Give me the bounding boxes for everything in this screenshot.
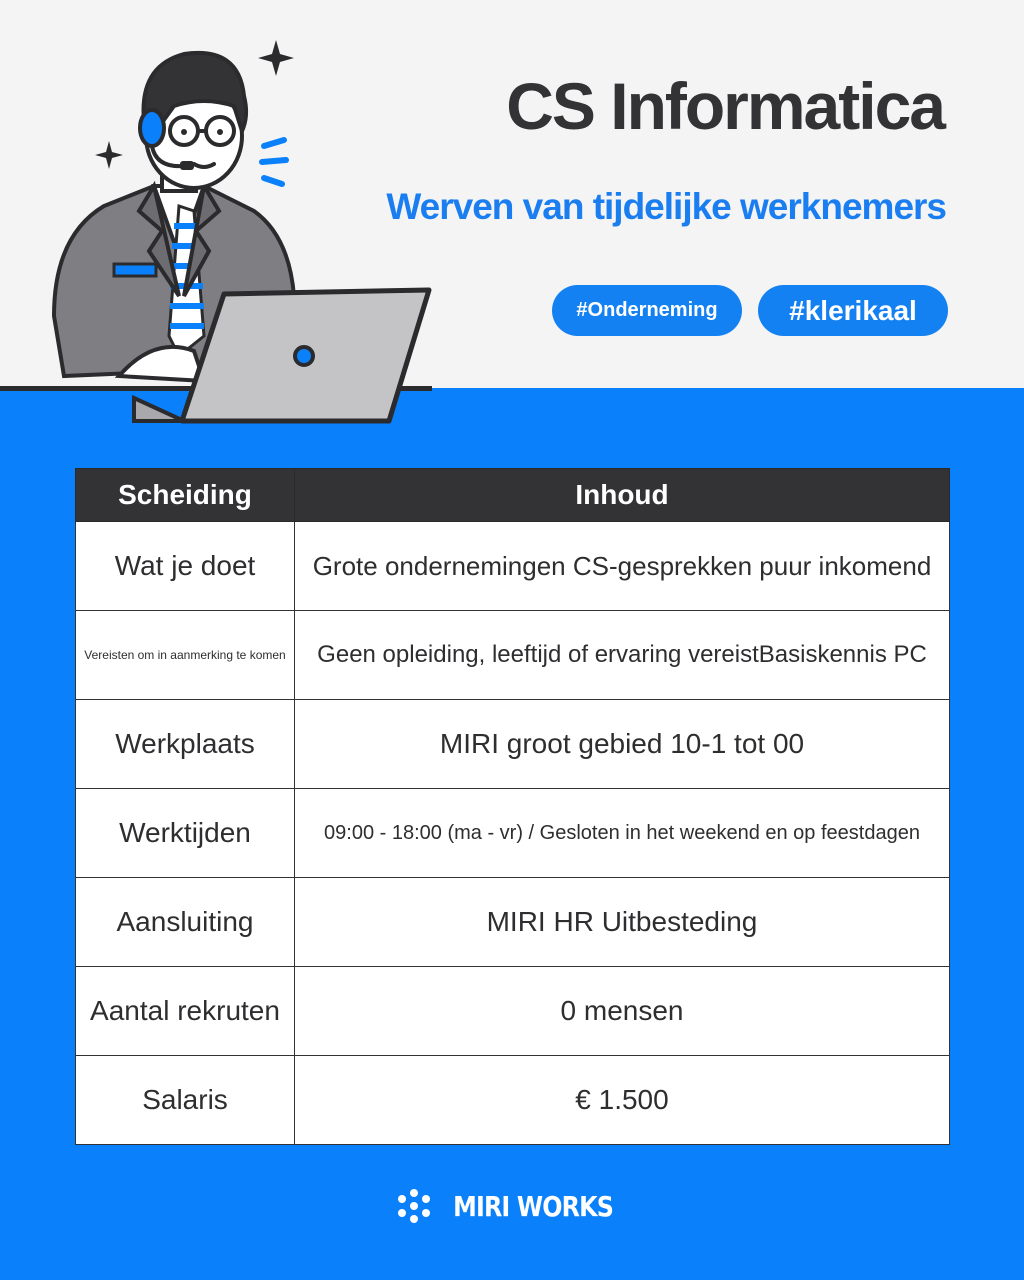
row-value: Geen opleiding, leeftijd of ervaring vereistBasiskennis PC [295, 611, 950, 700]
table-row [76, 1056, 950, 1145]
row-label: Vereisten om in aanmerking te komen [76, 611, 295, 700]
table-row [76, 700, 950, 789]
table-row [76, 522, 950, 611]
row-value: Grote ondernemingen CS-gesprekken puur inkomend [295, 522, 950, 611]
table-row [76, 789, 950, 878]
row-label: Aantal rekruten [76, 967, 295, 1056]
support-agent-illustration [44, 36, 444, 436]
row-value: 09:00 - 18:00 (ma - vr) / Gesloten in het weekend en op feestdagen [295, 789, 950, 878]
row-label: Salaris [76, 1056, 295, 1145]
row-value: MIRI HR Uitbesteding [295, 878, 950, 967]
table-row [76, 967, 950, 1056]
row-label: Aansluiting [76, 878, 295, 967]
row-value: € 1.500 [295, 1056, 950, 1145]
miri-works-logo-icon [397, 1189, 431, 1223]
footer-logo [0, 1186, 1024, 1226]
tag-list [552, 285, 948, 336]
row-label: Werktijden [76, 789, 295, 878]
tag-klerikaal[interactable]: #klerikaal [758, 285, 948, 336]
row-label: Werkplaats [76, 700, 295, 789]
job-info-table [75, 468, 950, 1145]
sparkle-icon [258, 40, 294, 76]
tag-onderneming[interactable]: #Onderneming [552, 285, 742, 336]
table-row [76, 878, 950, 967]
page-subtitle: Werven van tijdelijke werknemers [386, 186, 946, 227]
footer-logo-text: MIRI WORKS [453, 1189, 613, 1223]
sparkle-icon [95, 141, 123, 169]
row-value: MIRI groot gebied 10-1 tot 00 [295, 700, 950, 789]
page-title: CS Informatica [506, 69, 944, 143]
table-row [76, 611, 950, 700]
row-value: 0 mensen [295, 967, 950, 1056]
row-label: Wat je doet [76, 522, 295, 611]
column-header-inhoud: Inhoud [295, 469, 950, 522]
table-header-row [76, 469, 950, 522]
column-header-scheiding: Scheiding [76, 469, 295, 522]
